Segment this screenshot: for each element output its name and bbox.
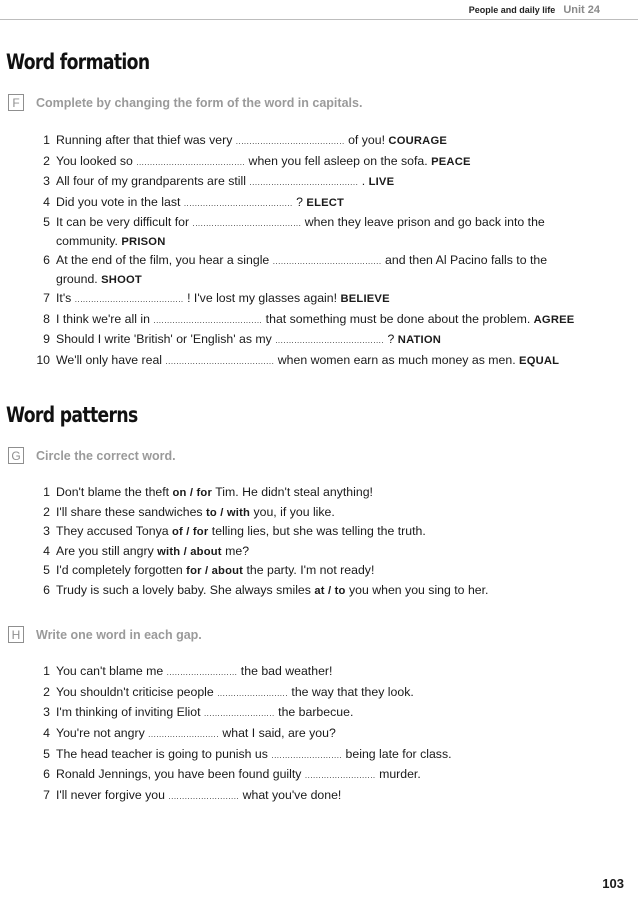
item-text [56,173,586,192]
item-text-part: the party. I'm not ready! [243,563,375,577]
item-number: 10 [36,352,50,367]
exercise-item [26,766,586,785]
item-text-part: the bad weather! [237,664,333,678]
item-text [56,523,586,541]
item-text-part: ? [384,332,398,346]
item-text-part: me? [221,543,250,558]
exercise-item [26,704,586,723]
item-text [56,766,586,785]
capitals-word: COURAGE [388,135,448,147]
item-number: 5 [43,215,50,229]
item-text-part: You can't blame me [56,664,167,678]
answer-gap[interactable]: ........................................ [275,336,385,345]
answer-gap[interactable]: .......................... [168,792,240,802]
exercise-f-list [26,132,586,372]
item-number: 2 [43,153,50,168]
word-choice: of / for [171,526,209,538]
exercise-item [26,194,586,213]
capitals-word: LIVE [368,176,395,188]
exercise-item [26,787,586,806]
item-number: 3 [43,174,50,188]
exercise-item [26,214,586,250]
item-text [56,582,586,600]
item-text-part: They accused Tonya [56,524,172,538]
item-text-part: Ronald Jennings, you have been found guilty [56,767,305,782]
capitals-word: PEACE [431,155,471,168]
word-choice: with / about [157,545,222,558]
exercise-f-heading [8,94,362,111]
item-text-part: We'll only have real [56,352,166,367]
answer-gap[interactable]: ........................................ [249,178,359,187]
item-text [56,214,586,250]
item-text-part: You shouldn't criticise people [56,684,218,699]
word-choice: on / for [172,487,213,499]
answer-gap[interactable]: .......................... [304,771,376,781]
item-text-part: when you fell asleep on the sofa. [245,153,432,168]
item-text-part: You're not angry [56,726,149,741]
answer-gap[interactable]: .......................... [217,688,288,698]
item-text-part: I'm thinking of inviting Eliot [56,705,204,720]
item-text-part: the barbecue. [274,705,354,720]
item-text-part: and then Al Pacino falls to the ground. [56,253,548,286]
item-text [56,746,586,765]
item-text-part: you when you sing to her. [345,582,489,597]
item-text [56,194,586,213]
exercise-item [26,311,586,330]
exercise-item [26,352,586,371]
exercise-letter-box: G [8,447,24,464]
item-number: 3 [43,524,50,538]
exercise-item [26,132,586,151]
answer-gap[interactable]: ........................................ [165,356,275,366]
item-number: 6 [43,582,50,597]
item-number: 8 [43,311,50,326]
exercise-item [26,504,586,522]
capitals-word: NATION [397,334,442,346]
answer-gap[interactable]: ........................................ [74,295,184,304]
exercise-instruction: Write one word in each gap. [36,627,202,642]
exercise-instruction: Circle the correct word. [36,448,176,463]
answer-gap[interactable]: ........................................ [183,198,293,208]
answer-gap[interactable]: ........................................ [272,257,382,266]
item-text-part: telling lies, but she was telling the truth. [208,524,426,538]
item-number: 2 [43,504,50,519]
answer-gap[interactable]: .......................... [148,730,219,740]
item-text-part: I think we're all in [56,311,154,326]
word-choice: for / about [186,565,244,577]
item-number: 7 [43,291,50,305]
exercise-g-list [26,484,586,601]
section-title-word-patterns: Word patterns [6,403,138,427]
item-text [56,252,586,288]
item-text [56,352,586,371]
capitals-word: ELECT [306,196,345,209]
item-text-part: being late for class. [342,746,452,761]
item-text-part: I'd completely forgotten [56,563,187,577]
item-number: 3 [43,705,50,720]
item-text-part: when they leave prison and go back into the community. [56,215,545,248]
word-choice: at / to [314,584,346,597]
word-choice: to / with [206,506,251,519]
item-text [56,484,586,502]
header-unit: Unit 24 [563,4,600,16]
exercise-item [26,523,586,541]
exercise-item [26,252,586,288]
exercise-item [26,543,586,561]
item-text-part: Are you still angry [56,543,158,558]
item-text-part: what you've done! [239,788,342,803]
item-text-part: It can be very difficult for [56,215,193,229]
item-text-part: Should I write 'British' or 'English' as my [56,332,276,346]
exercise-letter-box: H [8,626,24,643]
item-text [56,132,586,151]
item-text [56,331,586,350]
item-text-part: I'll share these sandwiches [56,504,206,519]
answer-gap[interactable]: .......................... [203,709,275,719]
item-text [56,504,586,522]
item-text [56,663,586,682]
capitals-word: AGREE [533,313,575,326]
exercise-item [26,173,586,192]
capitals-word: PRISON [121,235,166,248]
header-rule [0,19,638,20]
exercise-item [26,663,586,682]
item-number: 7 [43,788,50,803]
capitals-word: EQUAL [519,354,560,367]
item-text-part: It's [56,291,75,305]
exercise-item [26,582,586,600]
item-text [56,290,586,309]
exercise-item [26,290,586,309]
item-text-part: Running after that thief was very [56,133,236,147]
header-section: People and daily life [468,5,556,15]
item-number: 5 [43,746,50,761]
item-number: 4 [43,543,50,558]
item-text-part: Don't blame the theft [56,485,173,499]
item-text-part: murder. [375,767,421,782]
exercise-item [26,331,586,350]
item-text-part: Did you vote in the last [56,194,184,209]
exercise-item [26,153,586,172]
item-text-part: ? [292,194,307,209]
answer-gap[interactable]: ........................................ [192,219,302,228]
item-text-part: You looked so [56,153,137,168]
item-text [56,787,586,806]
item-text [56,704,586,723]
running-header [469,4,600,16]
answer-gap[interactable]: .......................... [166,668,238,677]
item-number: 9 [43,332,50,346]
item-text-part: The head teacher is going to punish us [56,746,272,761]
capitals-word: BELIEVE [340,293,390,305]
answer-gap[interactable]: ........................................ [153,315,263,325]
exercise-item [26,684,586,703]
item-text-part: ! I've lost my glasses again! [183,291,341,305]
item-text [56,562,586,580]
item-text-part: Tim. He didn't steal anything! [212,485,373,499]
exercise-g-heading [8,447,176,464]
item-text [56,684,586,703]
section-title-word-formation: Word formation [6,50,150,74]
item-text-part: At the end of the film, you hear a single [56,253,273,267]
item-text-part: you, if you like. [250,504,335,519]
exercise-h-list [26,663,586,808]
item-text-part: when women earn as much money as men. [274,352,520,367]
exercise-item [26,725,586,744]
exercise-item [26,746,586,765]
answer-gap[interactable]: .......................... [271,750,343,760]
exercise-h-heading [8,626,202,643]
answer-gap[interactable]: ........................................ [136,157,246,167]
exercise-item [26,484,586,502]
item-number: 1 [43,133,50,147]
item-number: 6 [43,767,50,782]
item-number: 6 [43,253,50,267]
item-number: 1 [43,664,50,678]
item-text-part: the way that they look. [287,684,414,699]
item-text [56,725,586,744]
item-number: 1 [43,485,50,499]
item-text [56,153,586,172]
item-text [56,543,586,561]
item-text-part: that something must be done about the problem. [262,311,534,326]
item-text-part: Trudy is such a lovely baby. She always smiles [56,582,315,597]
item-text-part: All four of my grandparents are still [56,174,250,188]
item-text-part: I'll never forgive you [56,788,169,803]
item-number: 5 [43,563,50,577]
item-text-part: of you! [344,133,389,147]
item-text [56,311,586,330]
item-number: 4 [43,194,50,209]
exercise-letter-box: F [8,94,24,111]
exercise-item [26,562,586,580]
capitals-word: SHOOT [101,273,142,286]
item-number: 2 [43,684,50,699]
answer-gap[interactable]: ........................................ [235,137,345,146]
item-text-part: what I said, are you? [218,726,336,741]
exercise-instruction: Complete by changing the form of the word in capitals. [36,95,363,110]
page-number: 103 [602,876,624,891]
item-text-part: . [358,174,369,188]
item-number: 4 [43,726,50,741]
